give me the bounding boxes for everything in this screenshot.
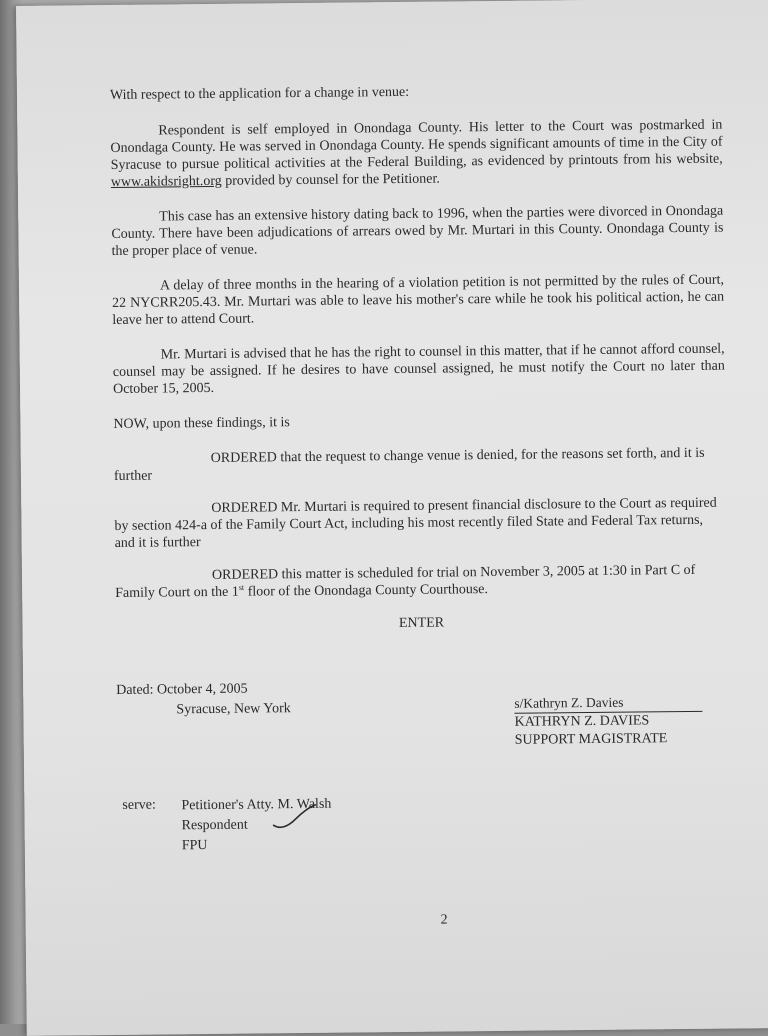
order-venue-denied: ORDERED that the request to change venue is denied, for the reasons set forth, and it is further (113, 445, 705, 484)
handwritten-check-icon (271, 803, 317, 829)
website-link: www.akidsright.org (110, 173, 222, 190)
dated-place: Syracuse, New York (176, 701, 291, 718)
magistrate-name: KATHRYN Z. DAVIES (514, 713, 650, 730)
order-text: ORDERED this matter is scheduled for trial on November 3, 2005 at 1:30 in Part C of Family Court on the 1 (115, 562, 696, 601)
order-financial-disclosure: ORDERED Mr. Murtari is required to present financial disclosure to the Court as required by section 424-a of the Family Court Act, including his most recently filed State and Federal Tax returns, and it is further (114, 495, 717, 551)
paragraph-respondent-residence (110, 117, 723, 191)
ordinal-suffix: st (238, 582, 245, 593)
magistrate-title: SUPPORT MAGISTRATE (514, 731, 668, 748)
serve-recipient: Respondent (181, 817, 248, 834)
document-body (109, 81, 730, 928)
order-text: floor of the Onondaga County Courthouse. (244, 582, 489, 600)
paragraph-delay-rules: A delay of three months in the hearing of a violation petition is not permitted by the rules of Court, 22 NYCRR205.43. Mr. Murtari was able to leave his mother's care while he took his political action, he can leave her to attend Court. (112, 272, 725, 328)
serve-label: serve: (122, 797, 156, 813)
dated-block (116, 679, 291, 721)
findings-statement: NOW, upon these findings, it is (113, 415, 290, 432)
order-trial-schedule (115, 562, 727, 602)
serve-recipient: Petitioner's Atty. M. Walsh (181, 796, 332, 814)
dated-date: Dated: October 4, 2005 (116, 681, 248, 698)
document-page (16, 0, 768, 1036)
signature-block (116, 675, 729, 791)
magistrate-signature (514, 693, 703, 750)
enter-label: ENTER (398, 615, 445, 632)
service-list (117, 791, 730, 867)
page-number: 2 (440, 912, 448, 928)
paragraph-case-history: This case has an extensive history dating back to 1996, when the parties were divorced in Onondaga County. There have been adjudications of arrears owed by Mr. Murtari in this County. Onondaga County is the proper place of venue. (111, 203, 724, 259)
paragraph-text: Respondent is self employed in Onondaga County. His letter to the Court was postmarked in Onondaga County. He was served in Onondaga County. He spends significant amounts of time in the City of Syracuse to pursue political activities at the Federal Building, as evidenced by printouts from his website, (110, 117, 723, 173)
serve-recipient: FPU (181, 838, 208, 854)
paragraph-right-to-counsel: Mr. Murtari is advised that he has the right to counsel in this matter, that if he cannot afford counsel, counsel may be assigned. If he desires to have counsel assigned, he must notify the Court no later than October 15, 2005. (112, 341, 725, 397)
paragraph-text: provided by counsel for the Petitioner. (221, 171, 440, 189)
signature-line: s/Kathryn Z. Davies (514, 693, 702, 714)
venue-intro: With respect to the application for a change in venue: (109, 84, 410, 104)
